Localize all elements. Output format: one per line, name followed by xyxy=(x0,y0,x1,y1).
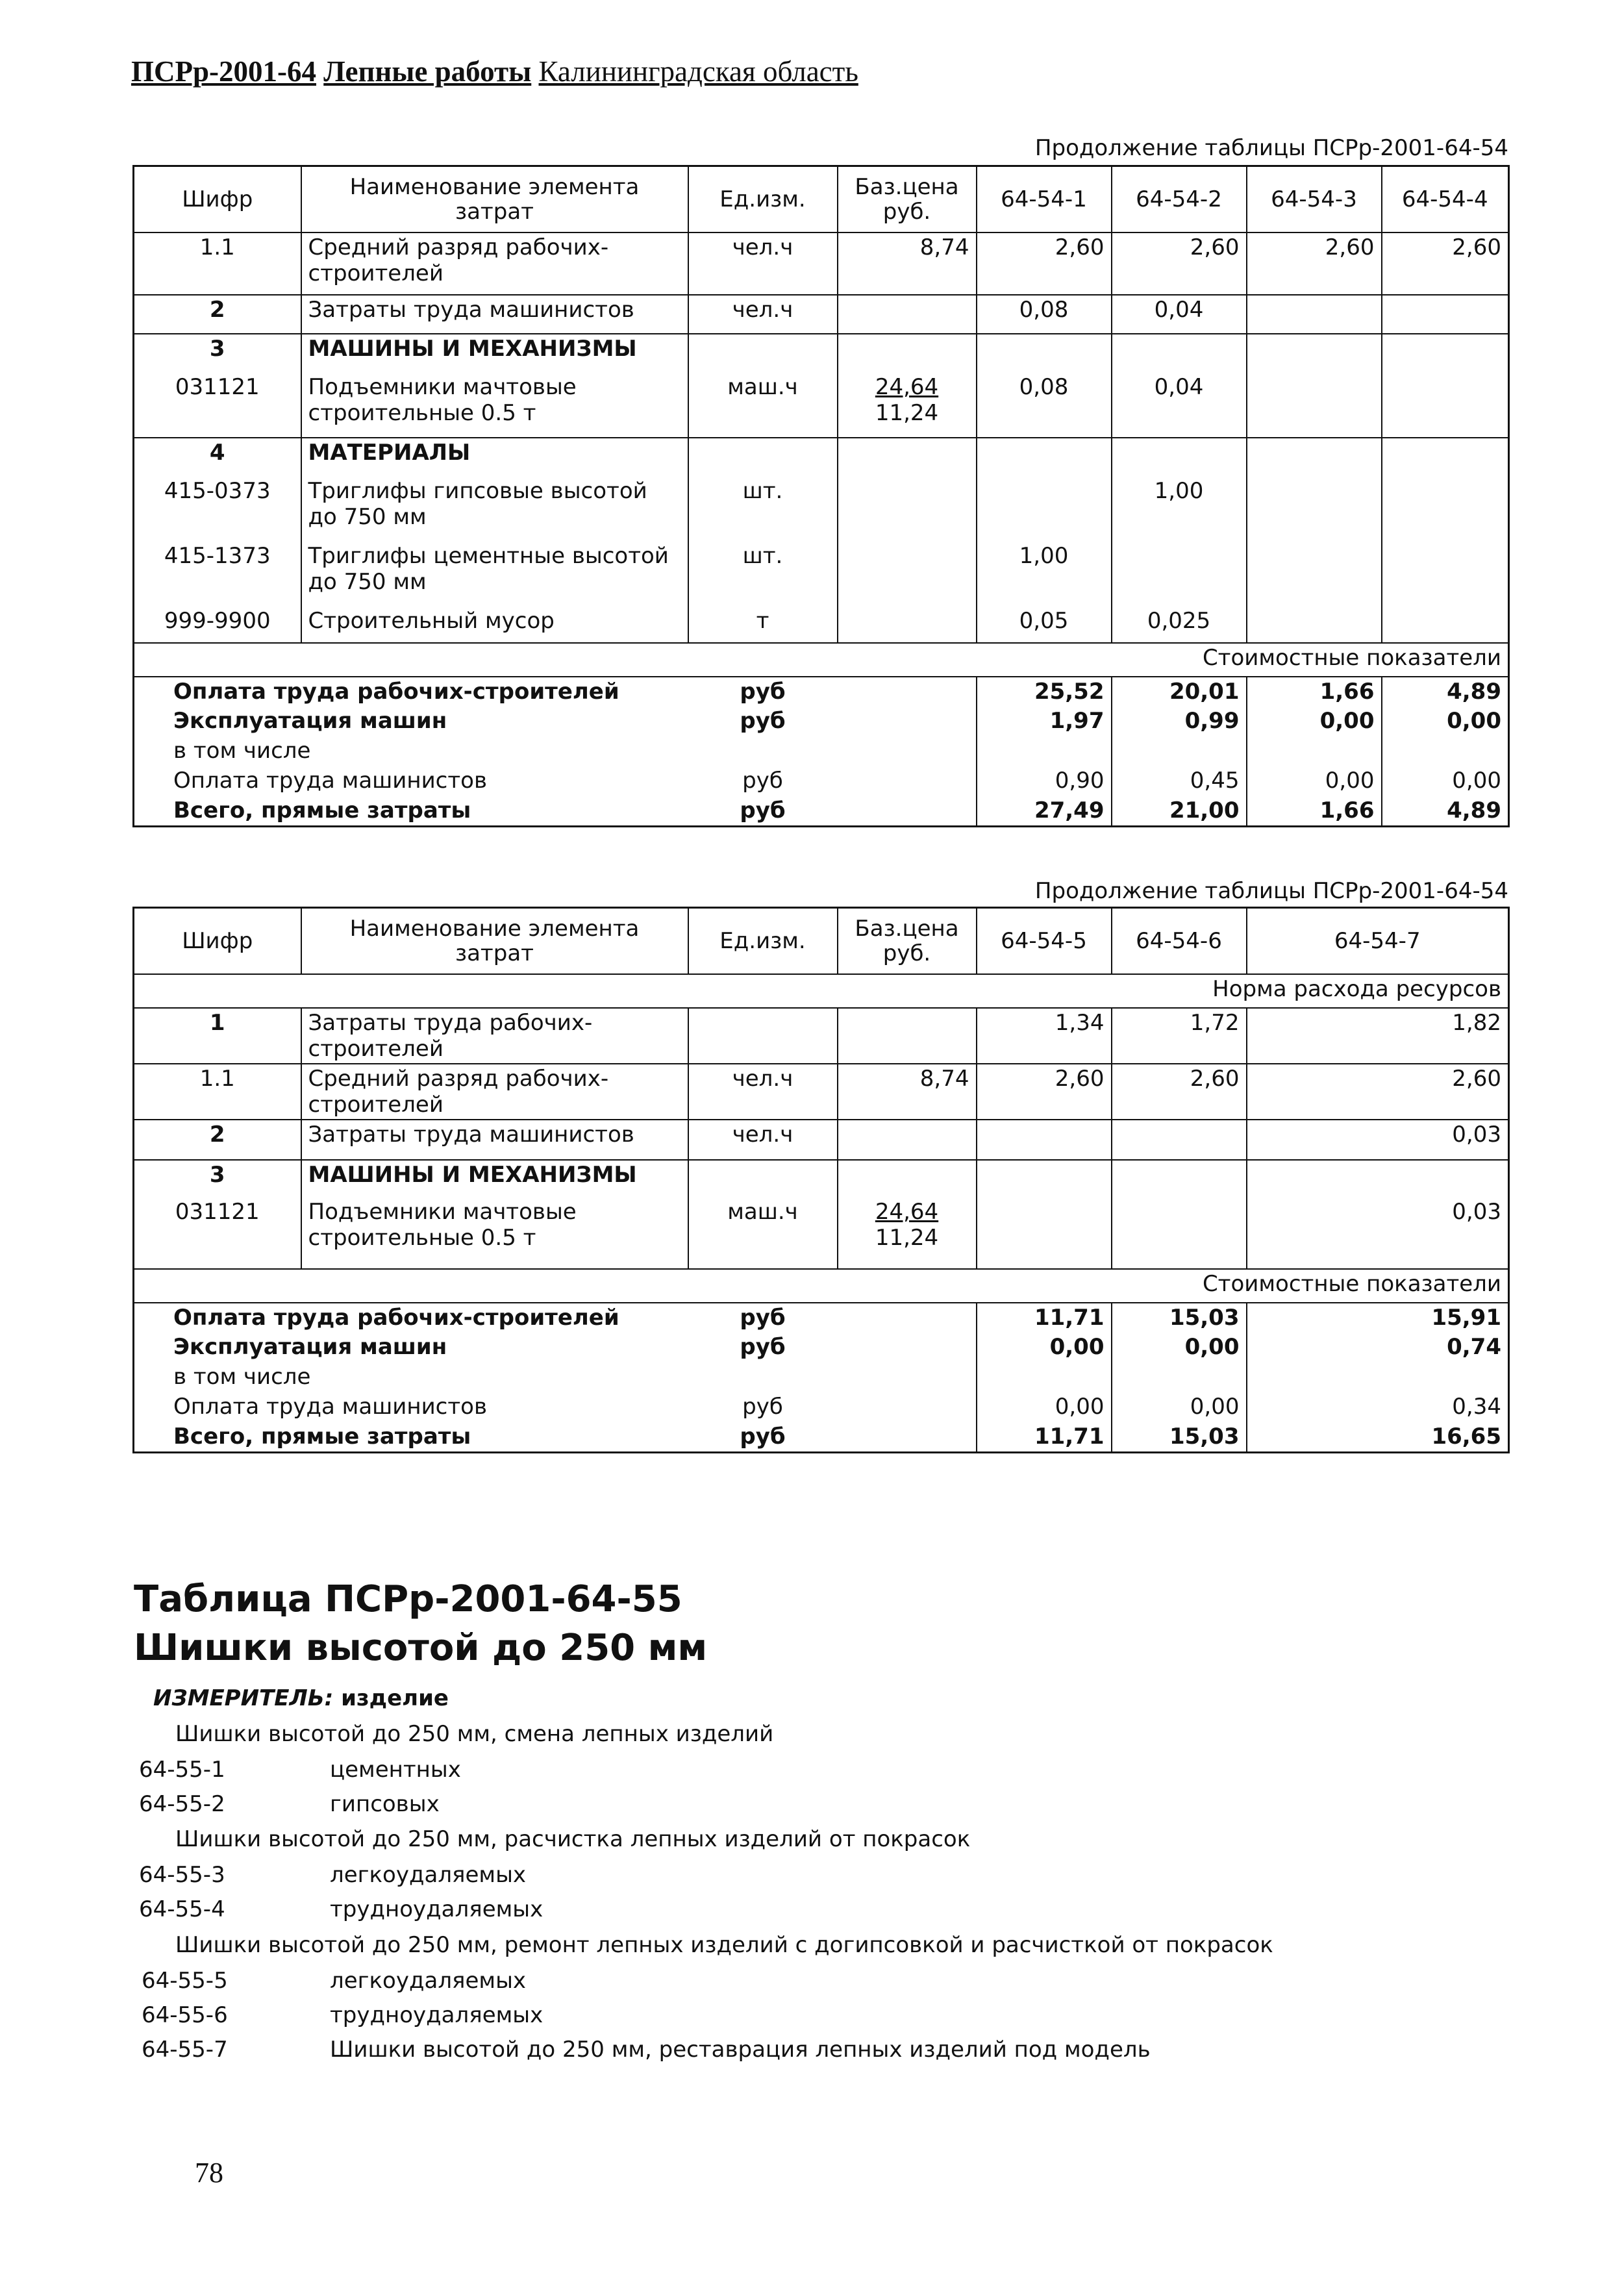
cell-value xyxy=(1247,542,1382,607)
cost-value: 0,00 xyxy=(1447,708,1501,734)
cost-value xyxy=(977,1363,1112,1392)
cost-value: 1,97 xyxy=(977,707,1112,736)
cell-unit: чел.ч xyxy=(688,232,838,295)
cell-value xyxy=(977,477,1112,542)
item-code: 64-55-2 xyxy=(139,1791,225,1817)
cell-code: 2 xyxy=(134,1120,301,1160)
cost-label-row xyxy=(134,1269,1509,1303)
cost-value: 0,90 xyxy=(977,766,1112,796)
table-row xyxy=(134,373,1509,438)
cost-unit: руб xyxy=(742,1394,783,1420)
cell-value xyxy=(977,334,1112,373)
cell-value xyxy=(977,1160,1112,1198)
cost-value: 11,71 xyxy=(977,1422,1112,1452)
column-header: Баз.цена руб. xyxy=(838,908,977,975)
price-sub-value: 11,24 xyxy=(875,1225,939,1251)
cell-value xyxy=(977,1120,1112,1160)
column-header: Шифр xyxy=(134,908,301,975)
group-heading: Шишки высотой до 250 мм, смена лепных изделий xyxy=(175,1721,774,1747)
cost-value: 0,00 xyxy=(1247,707,1382,736)
cell-value: 1,34 xyxy=(977,1008,1112,1064)
cell-name: Затраты труда рабочих-строителей xyxy=(301,1008,688,1064)
table-row xyxy=(134,1008,1509,1064)
cost-value: 1,66 xyxy=(1247,677,1382,707)
cost-empty xyxy=(838,766,977,796)
column-header: Наименование элемента затрат xyxy=(301,166,688,233)
cost-row xyxy=(134,707,1509,736)
cost-name: в том числе xyxy=(173,1364,311,1390)
cell-value xyxy=(1382,607,1509,643)
cost-name: Эксплуатация машин xyxy=(173,708,447,734)
cell-value: 1,82 xyxy=(1247,1008,1509,1064)
cell-value xyxy=(1112,334,1247,373)
cell-value: 1,00 xyxy=(977,542,1112,607)
cell-value xyxy=(1247,373,1382,438)
cell-value: 2,60 xyxy=(977,1064,1112,1120)
cost-value xyxy=(977,736,1112,766)
table1-header-row xyxy=(134,166,1509,233)
cost-value: 0,00 xyxy=(1247,766,1382,796)
cell-value xyxy=(1247,607,1382,643)
cost-value xyxy=(1247,1363,1509,1392)
cell-code: 3 xyxy=(134,1160,301,1198)
cell-code: 999-9900 xyxy=(134,607,301,643)
cost-row xyxy=(134,1303,1509,1333)
cell-value xyxy=(977,438,1112,477)
cell-value: 2,60 xyxy=(1382,232,1509,295)
group-heading: Шишки высотой до 250 мм, расчистка лепных изделий от покрасок xyxy=(175,1826,971,1852)
cell-code: 2 xyxy=(134,295,301,334)
section-title: Таблица ПСРр-2001-64-55 xyxy=(134,1578,682,1620)
table-row xyxy=(134,1120,1509,1160)
cell-price xyxy=(838,477,977,542)
table2 xyxy=(132,907,1510,1453)
cell-price xyxy=(838,438,977,477)
cost-value: 4,89 xyxy=(1382,677,1509,707)
cell-unit: шт. xyxy=(688,477,838,542)
header-code: ПСРр-2001-64 xyxy=(131,55,316,88)
cell-name: МАШИНЫ И МЕХАНИЗМЫ xyxy=(301,1160,688,1198)
cell-value xyxy=(1112,1198,1247,1269)
cell-price xyxy=(838,373,977,438)
cost-value xyxy=(1112,1363,1247,1392)
cell-price xyxy=(838,1120,977,1160)
cell-code: 1.1 xyxy=(134,232,301,295)
column-header: 64-54-5 xyxy=(977,908,1112,975)
cost-name: Всего, прямые затраты xyxy=(173,798,471,823)
cost-label: Стоимостные показатели xyxy=(134,643,1509,677)
cell-code: 415-1373 xyxy=(134,542,301,607)
cost-empty xyxy=(838,1422,977,1452)
item-desc: Шишки высотой до 250 мм, реставрация лепных изделий под модель xyxy=(330,2037,1151,2063)
cost-name: Оплата труда машинистов xyxy=(173,768,488,794)
cell-price xyxy=(838,1160,977,1198)
group-heading: Шишки высотой до 250 мм, ремонт лепных изделий с догипсовкой и расчисткой от покрасок xyxy=(175,1932,1273,1958)
cost-row xyxy=(134,736,1509,766)
cell-price xyxy=(838,334,977,373)
norm-label: Норма расхода ресурсов xyxy=(134,974,1509,1008)
cell-value xyxy=(1112,1160,1247,1198)
table-row xyxy=(134,1160,1509,1198)
cost-empty xyxy=(838,1333,977,1363)
cell-value xyxy=(1382,477,1509,542)
cell-code: 1.1 xyxy=(134,1064,301,1120)
cell-value: 2,60 xyxy=(1112,232,1247,295)
cell-code: 031121 xyxy=(134,1198,301,1269)
table-row xyxy=(134,438,1509,477)
cell-unit: шт. xyxy=(688,542,838,607)
cell-value xyxy=(1247,295,1382,334)
price-value: 24,64 xyxy=(875,374,939,400)
cell-value xyxy=(1247,334,1382,373)
cost-value: 25,52 xyxy=(977,677,1112,707)
cell-value: 0,08 xyxy=(977,295,1112,334)
column-header: Шифр xyxy=(134,166,301,233)
cost-unit: руб xyxy=(740,1334,786,1360)
cost-unit xyxy=(688,1363,838,1392)
cell-price xyxy=(838,295,977,334)
cell-name: Затраты труда машинистов xyxy=(301,1120,688,1160)
cell-name: МАШИНЫ И МЕХАНИЗМЫ xyxy=(301,334,688,373)
cost-row xyxy=(134,1422,1509,1452)
cell-name: Триглифы цементные высотой до 750 мм xyxy=(301,542,688,607)
cell-value: 0,025 xyxy=(1112,607,1247,643)
cell-code: 1 xyxy=(134,1008,301,1064)
cost-row xyxy=(134,766,1509,796)
cell-code: 4 xyxy=(134,438,301,477)
meter-value: изделие xyxy=(341,1685,449,1711)
column-header: Баз.цена руб. xyxy=(838,166,977,233)
table-row xyxy=(134,295,1509,334)
table-row xyxy=(134,542,1509,607)
cell-unit xyxy=(688,334,838,373)
cell-value xyxy=(1382,334,1509,373)
cell-value xyxy=(1382,373,1509,438)
table-row xyxy=(134,1198,1509,1269)
item-code: 64-55-6 xyxy=(142,2002,228,2028)
cost-unit: руб xyxy=(740,1424,786,1450)
cell-value: 0,04 xyxy=(1112,373,1247,438)
table2-caption: Продолжение таблицы ПСРр-2001-64-54 xyxy=(1034,878,1508,904)
cell-value xyxy=(1382,542,1509,607)
cell-value xyxy=(1247,1160,1509,1198)
item-code: 64-55-4 xyxy=(139,1896,225,1922)
table2-header-row xyxy=(134,908,1509,975)
cost-name: Эксплуатация машин xyxy=(173,1334,447,1360)
column-header: Наименование элемента затрат xyxy=(301,908,688,975)
cost-row xyxy=(134,1363,1509,1392)
table-row xyxy=(134,477,1509,542)
cell-price: 8,74 xyxy=(838,1064,977,1120)
column-header: Ед.изм. xyxy=(688,166,838,233)
item-desc: легкоудаляемых xyxy=(330,1862,527,1888)
cell-name: Средний разряд рабочих-строителей xyxy=(301,232,688,295)
cell-value xyxy=(1112,542,1247,607)
cost-unit xyxy=(688,736,838,766)
item-desc: трудноудаляемых xyxy=(330,2002,543,2028)
cost-row xyxy=(134,1392,1509,1422)
cell-value xyxy=(1112,1120,1247,1160)
cell-unit: чел.ч xyxy=(688,1120,838,1160)
cost-value: 0,00 xyxy=(977,1333,1112,1363)
meter-label: ИЗМЕРИТЕЛЬ: xyxy=(153,1685,334,1711)
cost-unit: руб xyxy=(688,677,838,707)
cost-unit: руб xyxy=(740,798,786,823)
cost-empty xyxy=(838,677,977,707)
table1 xyxy=(132,165,1510,827)
cell-value: 0,08 xyxy=(977,373,1112,438)
cell-value: 1,00 xyxy=(1112,477,1247,542)
column-header: 64-54-7 xyxy=(1247,908,1509,975)
cell-name: Подъемники мачтовые строительные 0.5 т xyxy=(301,1198,688,1269)
cost-unit: руб xyxy=(688,1303,838,1333)
cell-value xyxy=(1382,295,1509,334)
cost-row xyxy=(134,677,1509,707)
cost-value: 0,34 xyxy=(1452,1394,1501,1420)
cost-value: 4,89 xyxy=(1447,798,1501,823)
cell-price xyxy=(838,542,977,607)
cell-unit xyxy=(688,1160,838,1198)
meter-line xyxy=(153,1685,449,1711)
column-header: Ед.изм. xyxy=(688,908,838,975)
item-desc: цементных xyxy=(330,1757,461,1783)
page-header xyxy=(131,55,858,88)
column-header: 64-54-1 xyxy=(977,166,1112,233)
cell-code: 415-0373 xyxy=(134,477,301,542)
cost-label: Стоимостные показатели xyxy=(134,1269,1509,1303)
cell-value: 2,60 xyxy=(1112,1064,1247,1120)
header-work: Лепные работы xyxy=(323,55,532,88)
cost-row xyxy=(134,1333,1509,1363)
item-desc: легкоудаляемых xyxy=(330,1968,527,1994)
cell-value: 0,05 xyxy=(977,607,1112,643)
cost-empty xyxy=(838,736,977,766)
cell-name: МАТЕРИАЛЫ xyxy=(301,438,688,477)
cell-unit: чел.ч xyxy=(688,1064,838,1120)
cost-value: 0,99 xyxy=(1112,707,1247,736)
cost-value: 27,49 xyxy=(977,796,1112,826)
cost-value: 16,65 xyxy=(1431,1424,1501,1450)
item-code: 64-55-7 xyxy=(142,2037,228,2063)
table-row xyxy=(134,232,1509,295)
cell-name: Средний разряд рабочих-строителей xyxy=(301,1064,688,1120)
header-region: Калининградская область xyxy=(538,55,858,88)
cell-value: 1,72 xyxy=(1112,1008,1247,1064)
cell-name: Затраты труда машинистов xyxy=(301,295,688,334)
cell-code: 031121 xyxy=(134,373,301,438)
item-code: 64-55-1 xyxy=(139,1757,225,1783)
cost-empty xyxy=(838,1303,977,1333)
item-desc: трудноудаляемых xyxy=(330,1896,543,1922)
cost-label-row xyxy=(134,643,1509,677)
cost-empty xyxy=(838,1363,977,1392)
cell-unit: чел.ч xyxy=(688,295,838,334)
cost-value: 0,74 xyxy=(1447,1334,1501,1360)
cost-value xyxy=(1112,736,1247,766)
item-code: 64-55-3 xyxy=(139,1862,225,1888)
item-code: 64-55-5 xyxy=(142,1968,228,1994)
cell-value: 0,04 xyxy=(1112,295,1247,334)
item-desc: гипсовых xyxy=(330,1791,440,1817)
cell-value xyxy=(1382,438,1509,477)
cell-name: Строительный мусор xyxy=(301,607,688,643)
cost-name: Всего, прямые затраты xyxy=(173,1424,471,1450)
cost-value: 15,91 xyxy=(1247,1303,1509,1333)
column-header: 64-54-3 xyxy=(1247,166,1382,233)
table1-caption: Продолжение таблицы ПСРр-2001-64-54 xyxy=(1034,135,1508,161)
cost-unit: руб xyxy=(740,708,786,734)
cost-value xyxy=(1247,736,1382,766)
cell-value: 2,60 xyxy=(977,232,1112,295)
section-subtitle: Шишки высотой до 250 мм xyxy=(134,1627,708,1669)
cell-value: 2,60 xyxy=(1247,232,1382,295)
price-value: 24,64 xyxy=(875,1199,939,1225)
cell-value: 0,03 xyxy=(1247,1120,1509,1160)
cost-name: Оплата труда рабочих-строителей xyxy=(134,677,688,707)
cost-value: 15,03 xyxy=(1112,1422,1247,1452)
cell-value xyxy=(1247,477,1382,542)
cell-unit: маш.ч xyxy=(688,373,838,438)
cell-unit xyxy=(688,438,838,477)
cell-price: 8,74 xyxy=(838,232,977,295)
cost-name: Оплата труда машинистов xyxy=(173,1394,488,1420)
price-sub-value: 11,24 xyxy=(875,400,939,426)
cell-unit: маш.ч xyxy=(688,1198,838,1269)
cell-value: 2,60 xyxy=(1247,1064,1509,1120)
cost-value: 0,00 xyxy=(1112,1333,1247,1363)
table-row xyxy=(134,334,1509,373)
cost-value xyxy=(1382,736,1509,766)
cell-unit: т xyxy=(688,607,838,643)
cell-value: 0,03 xyxy=(1247,1198,1509,1269)
cost-empty xyxy=(838,707,977,736)
cost-name: Оплата труда рабочих-строителей xyxy=(134,1303,688,1333)
cost-value: 20,01 xyxy=(1112,677,1247,707)
column-header: 64-54-4 xyxy=(1382,166,1509,233)
cost-name: в том числе xyxy=(173,738,311,764)
cell-value xyxy=(977,1198,1112,1269)
cell-price xyxy=(838,607,977,643)
cell-value xyxy=(1112,438,1247,477)
cell-name: Подъемники мачтовые строительные 0.5 т xyxy=(301,373,688,438)
page-number: 78 xyxy=(195,2157,223,2189)
cell-name: Триглифы гипсовые высотой до 750 мм xyxy=(301,477,688,542)
cost-empty xyxy=(838,1392,977,1422)
table-row xyxy=(134,1064,1509,1120)
column-header: 64-54-6 xyxy=(1112,908,1247,975)
cell-code: 3 xyxy=(134,334,301,373)
cell-unit xyxy=(688,1008,838,1064)
cell-value xyxy=(1247,438,1382,477)
cost-value: 1,66 xyxy=(1247,796,1382,826)
cost-value: 0,00 xyxy=(1452,768,1501,794)
table-row xyxy=(134,607,1509,643)
cost-value: 0,00 xyxy=(977,1392,1112,1422)
norm-label-row xyxy=(134,974,1509,1008)
cost-value: 0,45 xyxy=(1112,766,1247,796)
column-header: 64-54-2 xyxy=(1112,166,1247,233)
cost-unit: руб xyxy=(742,768,783,794)
cell-price xyxy=(838,1198,977,1269)
cost-value: 15,03 xyxy=(1112,1303,1247,1333)
cost-value: 0,00 xyxy=(1112,1392,1247,1422)
cell-price xyxy=(838,1008,977,1064)
cost-empty xyxy=(838,796,977,826)
cost-value: 11,71 xyxy=(977,1303,1112,1333)
cost-value: 21,00 xyxy=(1112,796,1247,826)
cost-row xyxy=(134,796,1509,826)
